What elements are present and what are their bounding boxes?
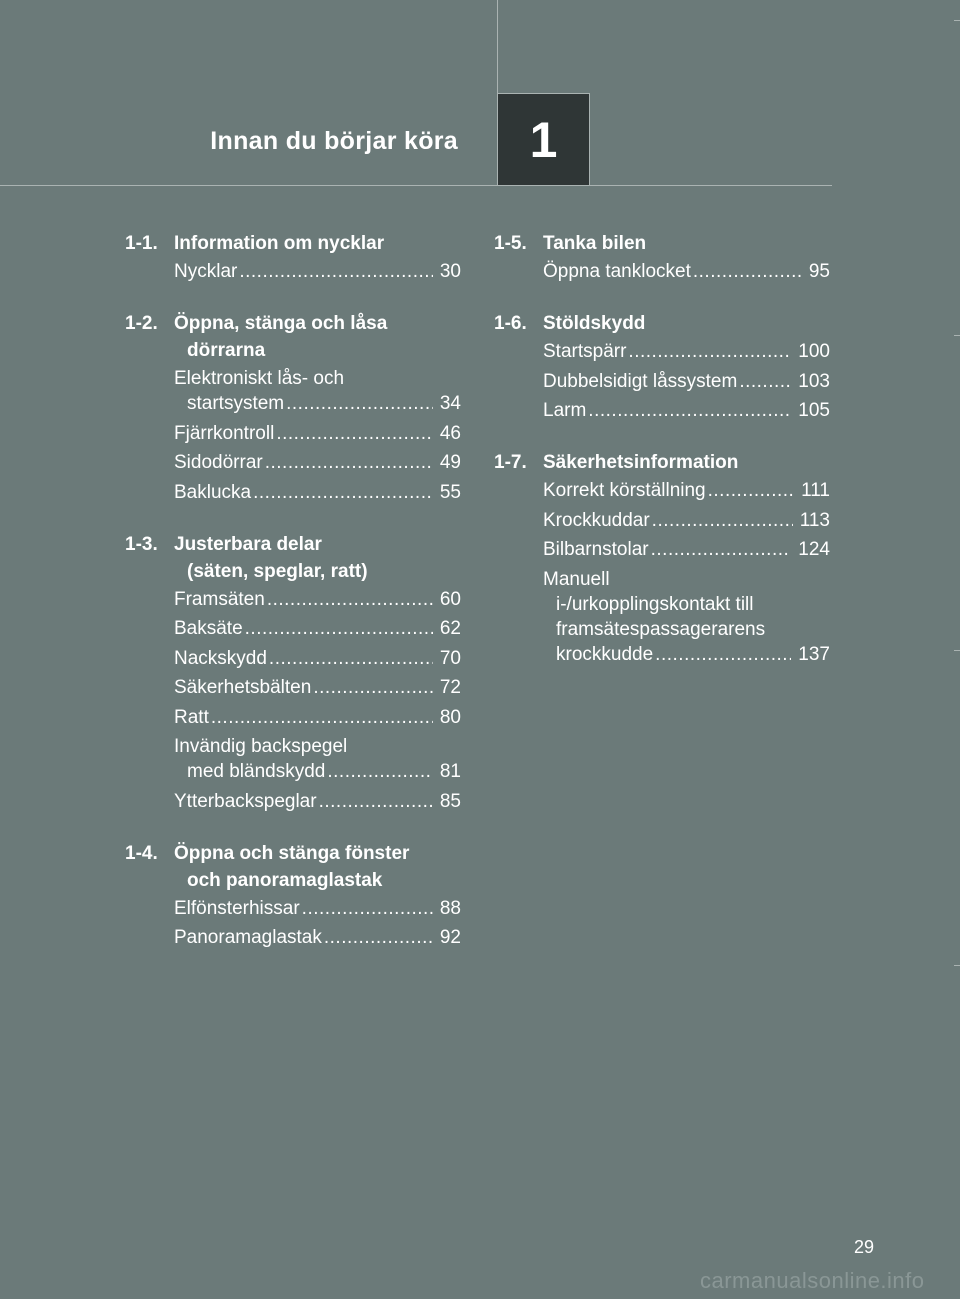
entry-text-line: Invändig backspegel: [174, 736, 348, 757]
entry-text: Baksäte: [174, 618, 243, 639]
entry-last-line: [174, 450, 461, 475]
dot-leader: [588, 398, 791, 423]
toc-entry[interactable]: [174, 646, 461, 671]
dot-leader: [319, 789, 433, 814]
section-title: [174, 531, 461, 585]
toc-entry[interactable]: [543, 508, 830, 533]
entry-text: Framsäten: [174, 588, 265, 610]
entry-text: Bilbarnstolar: [543, 539, 649, 560]
toc-entry[interactable]: [174, 616, 461, 641]
section-title: [174, 840, 461, 894]
entry-text: Krockkuddar: [543, 509, 650, 531]
toc-entry[interactable]: [174, 675, 461, 700]
toc-right-column: [494, 230, 830, 693]
entry-last-line: [174, 616, 461, 641]
entry-last-line: [174, 675, 461, 700]
entry-page-number: 60: [439, 588, 461, 610]
entry-text: Säkerhetsbälten: [174, 677, 312, 698]
entry-text-line: i-/urkopplingskontakt till: [556, 593, 754, 615]
dot-leader: [652, 508, 793, 533]
dot-leader: [327, 759, 432, 784]
entry-page-number: 100: [798, 341, 830, 362]
dot-leader: [269, 646, 433, 671]
entry-text: Dubbelsidigt låssystem: [543, 370, 738, 392]
entry-page-number: 46: [439, 422, 461, 444]
dot-leader: [708, 478, 794, 503]
section-number: 1-6.: [494, 313, 527, 334]
toc-entry[interactable]: [174, 587, 461, 612]
entry-list: [494, 339, 830, 423]
crop-mark: [954, 335, 960, 336]
section-number: 1-5.: [494, 233, 527, 254]
entry-page-number: 92: [439, 927, 461, 948]
section-title-line: och panoramaglastak: [187, 869, 383, 891]
entry-last-line: [543, 537, 830, 562]
page-number: 29: [854, 1237, 875, 1257]
section-title-line: dörrarna: [187, 340, 266, 361]
entry-text: Startspärr: [543, 341, 627, 362]
toc-entry[interactable]: [543, 567, 830, 667]
section-heading: [125, 230, 461, 257]
toc-section: [125, 230, 461, 284]
entry-last-line: [174, 259, 461, 284]
dot-leader: [276, 421, 433, 446]
dot-leader: [239, 259, 433, 284]
toc-entry[interactable]: [543, 537, 830, 562]
entry-page-number: 70: [439, 647, 461, 669]
crop-mark: [954, 650, 960, 651]
toc-entry[interactable]: [174, 896, 461, 921]
toc-entry[interactable]: [174, 705, 461, 730]
toc-entry[interactable]: [174, 421, 461, 446]
dot-leader: [265, 450, 433, 475]
entry-text: startsystem: [187, 393, 285, 414]
entry-page-number: 62: [439, 618, 461, 639]
section-number: 1-2.: [125, 313, 158, 334]
section-title-line: Öppna, stänga och låsa: [174, 313, 388, 334]
entry-text: Ratt: [174, 706, 209, 728]
entry-last-line: [543, 398, 830, 423]
section-heading: [125, 531, 461, 585]
toc-entry[interactable]: [174, 734, 461, 784]
section-heading: [494, 449, 830, 476]
dot-leader: [211, 705, 433, 730]
entry-last-line: [174, 789, 461, 814]
entry-page-number: 55: [439, 481, 461, 503]
entry-list: [494, 259, 830, 284]
section-title-line: Information om nycklar: [174, 233, 385, 254]
entry-text-line: Elektroniskt lås- och: [174, 368, 345, 389]
section-title-line: Stöldskydd: [543, 313, 646, 334]
entry-last-line: [174, 925, 461, 950]
dot-leader: [253, 480, 433, 505]
toc-section: [494, 449, 830, 667]
toc-section: [125, 840, 461, 951]
entry-text: Korrekt körställning: [543, 480, 706, 501]
section-number: 1-3.: [125, 533, 158, 555]
toc-entry[interactable]: [174, 450, 461, 475]
crop-mark: [954, 965, 960, 966]
watermark: carmanualsonline.info: [700, 1268, 925, 1293]
entry-last-line: [543, 478, 830, 503]
entry-text: krockkudde: [556, 643, 654, 665]
crop-mark: [954, 20, 960, 21]
toc-section: [494, 310, 830, 423]
entry-list: [125, 259, 461, 284]
toc-entry[interactable]: [174, 789, 461, 814]
entry-list: [125, 366, 461, 505]
entry-last-line: [174, 421, 461, 446]
section-title: [174, 230, 461, 257]
entry-page-number: 111: [801, 480, 830, 501]
entry-page-number: 88: [439, 897, 461, 919]
entry-text: Fjärrkontroll: [174, 422, 275, 444]
section-title-line: Öppna och stänga fönster: [174, 842, 410, 864]
toc-entry[interactable]: [174, 480, 461, 505]
dot-leader: [313, 675, 433, 700]
entry-text: Öppna tanklocket: [543, 261, 691, 282]
header-horizontal-rule: [0, 185, 832, 186]
section-heading: [494, 230, 830, 257]
section-number: 1-7.: [494, 452, 527, 473]
chapter-title: Innan du börjar köra: [210, 127, 458, 155]
entry-last-line: [543, 642, 830, 667]
section-heading: [125, 310, 461, 364]
dot-leader: [286, 391, 433, 416]
entry-last-line: [174, 759, 461, 784]
dot-leader: [739, 369, 791, 394]
dot-leader: [324, 925, 433, 950]
toc-entry[interactable]: [543, 369, 830, 394]
entry-text: Larm: [543, 400, 587, 421]
entry-text: Panoramaglastak: [174, 927, 322, 948]
entry-last-line: [174, 896, 461, 921]
toc-left-column: [125, 230, 461, 976]
entry-last-line: [543, 369, 830, 394]
dot-leader: [628, 339, 791, 364]
entry-text: Elfönsterhissar: [174, 897, 300, 919]
entry-text: Ytterbackspeglar: [174, 790, 317, 812]
entry-last-line: [174, 705, 461, 730]
toc-entry[interactable]: [174, 366, 461, 416]
entry-text: Nycklar: [174, 261, 238, 282]
toc-entry[interactable]: [543, 478, 830, 503]
entry-page-number: 34: [439, 393, 461, 414]
section-number: 1-4.: [125, 842, 158, 864]
entry-page-number: 95: [808, 261, 830, 282]
section-title: [174, 310, 461, 364]
entry-text: med bländskydd: [187, 761, 326, 782]
entry-page-number: 105: [798, 400, 830, 421]
section-title: [543, 449, 830, 476]
dot-leader: [655, 642, 791, 667]
entry-page-number: 103: [798, 370, 830, 392]
section-title-line: Tanka bilen: [543, 233, 647, 254]
section-heading: [125, 840, 461, 894]
toc-section: [494, 230, 830, 284]
toc-entry[interactable]: [174, 259, 461, 284]
entry-last-line: [543, 508, 830, 533]
entry-list: [125, 587, 461, 814]
toc-entry[interactable]: [543, 398, 830, 423]
entry-last-line: [543, 259, 830, 284]
dot-leader: [267, 587, 433, 612]
section-number: 1-1.: [125, 233, 158, 254]
section-title-line: Justerbara delar: [174, 533, 322, 555]
chapter-number-tab: 1: [497, 93, 590, 186]
toc-entry[interactable]: [543, 259, 830, 284]
entry-text-line: Manuell: [543, 568, 610, 590]
entry-last-line: [174, 391, 461, 416]
entry-page-number: 80: [439, 706, 461, 728]
toc-entry[interactable]: [174, 925, 461, 950]
entry-text-line: framsätespassagerarens: [556, 618, 766, 640]
entry-page-number: 113: [799, 509, 830, 531]
entry-page-number: 81: [439, 761, 461, 782]
dot-leader: [651, 537, 792, 562]
dot-leader: [302, 896, 433, 921]
toc-section: [125, 531, 461, 814]
entry-last-line: [543, 339, 830, 364]
entry-text: Sidodörrar: [174, 452, 263, 473]
dot-leader: [245, 616, 433, 641]
entry-page-number: 72: [439, 677, 461, 698]
entry-last-line: [174, 587, 461, 612]
entry-page-number: 124: [798, 539, 830, 560]
entry-page-number: 30: [439, 261, 461, 282]
entry-list: [125, 896, 461, 951]
entry-page-number: 85: [439, 790, 461, 812]
section-title-line: (säten, speglar, ratt): [187, 560, 368, 582]
entry-text: Nackskydd: [174, 647, 267, 669]
entry-list: [494, 478, 830, 667]
entry-last-line: [174, 646, 461, 671]
section-title-line: Säkerhetsinformation: [543, 452, 739, 473]
entry-last-line: [174, 480, 461, 505]
entry-text: Baklucka: [174, 481, 252, 503]
section-heading: [494, 310, 830, 337]
entry-page-number: 49: [439, 452, 461, 473]
section-title: [543, 230, 830, 257]
toc-entry[interactable]: [543, 339, 830, 364]
dot-leader: [693, 259, 802, 284]
toc-section: [125, 310, 461, 505]
entry-page-number: 137: [798, 643, 830, 665]
section-title: [543, 310, 830, 337]
